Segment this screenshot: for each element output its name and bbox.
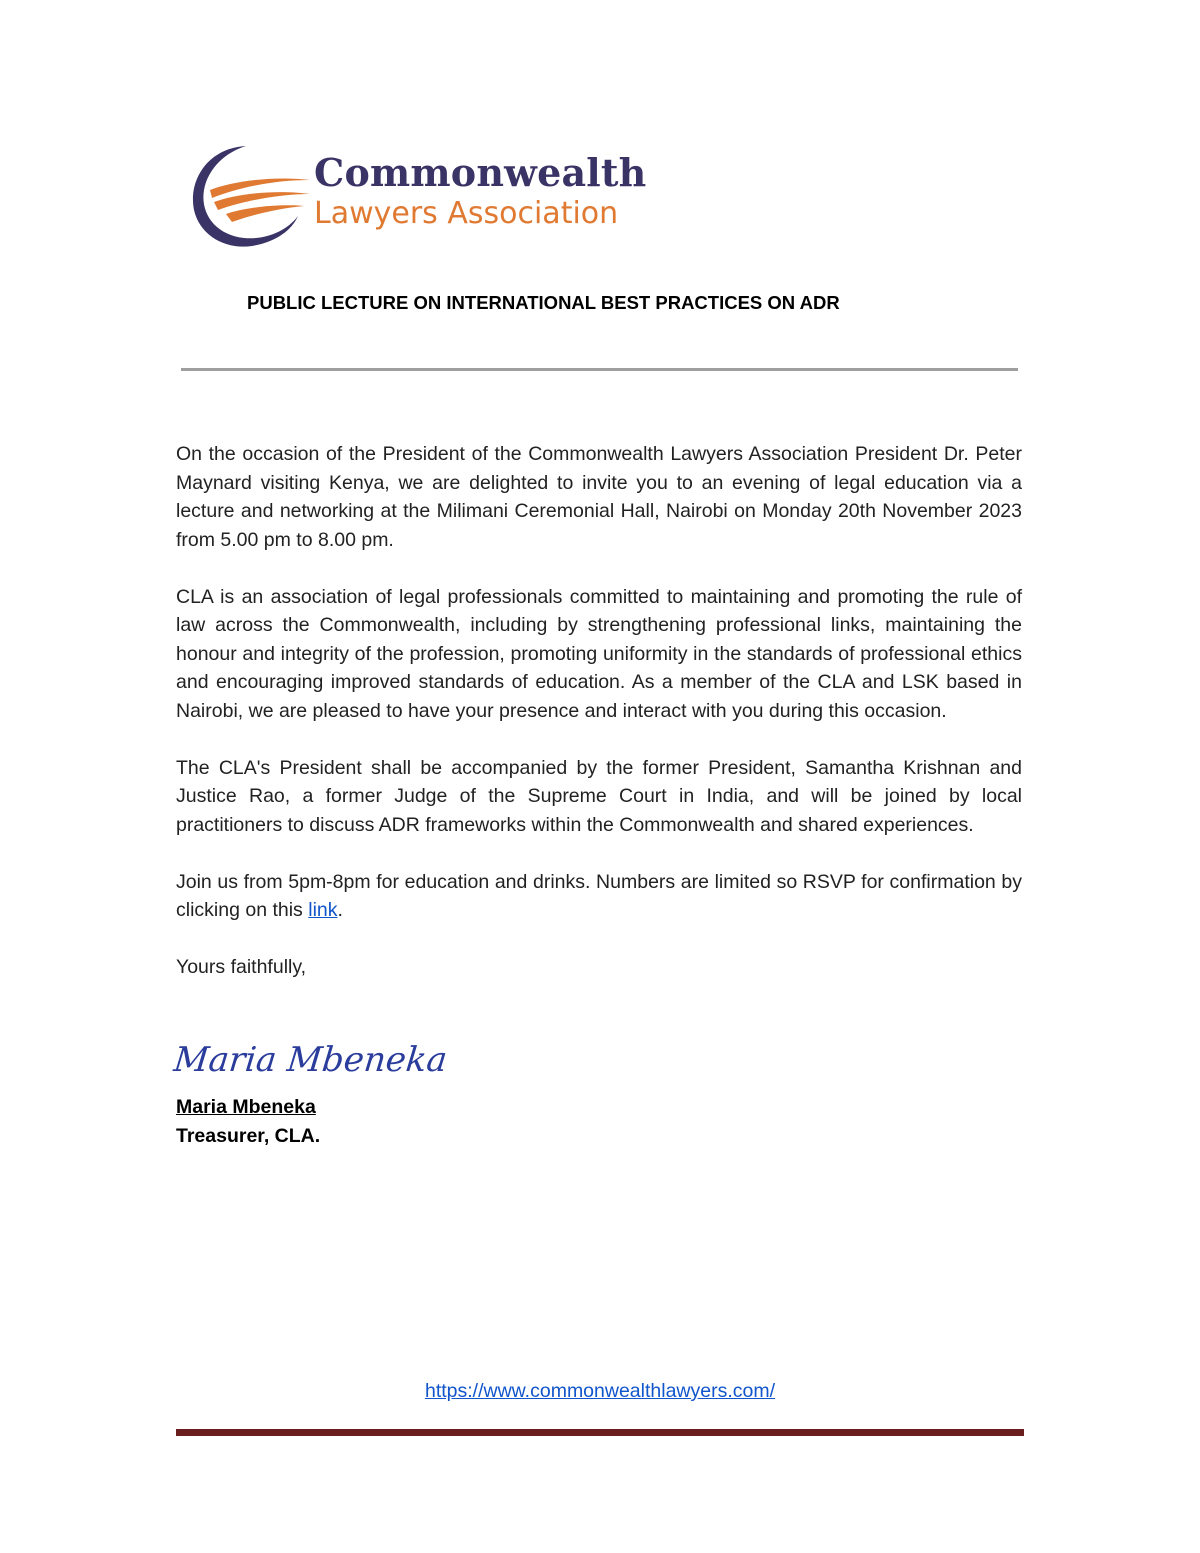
rsvp-text: Join us from 5pm-8pm for education and drinks. Numbers are limited so RSVP for confirmation by clicking on this (176, 870, 1022, 921)
title-divider (181, 368, 1018, 371)
document-title: PUBLIC LECTURE ON INTERNATIONAL BEST PRACTICES ON ADR (247, 292, 840, 313)
paragraph-invitation: On the occasion of the President of the Commonwealth Lawyers Association President Dr. Peter Maynard visiting Kenya, we are delighted to invite you to an evening of legal education via a lecture and networking at the Milimani Ceremonial Hall, Nairobi on Monday 20th November 2023 from 5.00 pm to 8.00 pm. (176, 443, 1022, 551)
handwritten-signature: Maria Mbeneka (171, 1040, 449, 1080)
footer-divider (176, 1429, 1024, 1436)
signer-name: Maria Mbeneka (176, 1096, 316, 1118)
logo-text-lawyers-association: Lawyers Association (314, 196, 619, 231)
logo-text-commonwealth: Commonwealth (314, 150, 647, 195)
website-link[interactable]: https://www.commonwealthlawyers.com/ (424, 1380, 776, 1402)
paragraph-about-cla: CLA is an association of legal professionals committed to maintaining and promoting the rule of law across the Commonwealth, including by strengthening professional links, maintaining the honour and integrity of the profession, promoting uniformity in the standards of professional ethics and encouraging improved standards of education. As a member of the CLA and LSK based in Nairobi, we are pleased to have your presence and interact with you during this occasion. (176, 585, 1022, 722)
paragraph-speakers: The CLA's President shall be accompanied by the former President, Samantha Krishnan and Justice Rao, a former Judge of the Supreme Court in India, and will be joined by local practitioners to discuss ADR frameworks within the Commonwealth and shared experiences. (176, 756, 1022, 836)
signer-title: Treasurer, CLA. (176, 1125, 321, 1147)
paragraph-rsvp (176, 868, 1022, 925)
rsvp-text-end: . (337, 899, 343, 921)
letter-body (176, 440, 1022, 1010)
rsvp-link[interactable]: link (308, 899, 338, 921)
cla-logo-mark-icon (186, 140, 316, 252)
cla-logo (186, 140, 647, 252)
closing-salutation: Yours faithfully, (176, 956, 307, 978)
